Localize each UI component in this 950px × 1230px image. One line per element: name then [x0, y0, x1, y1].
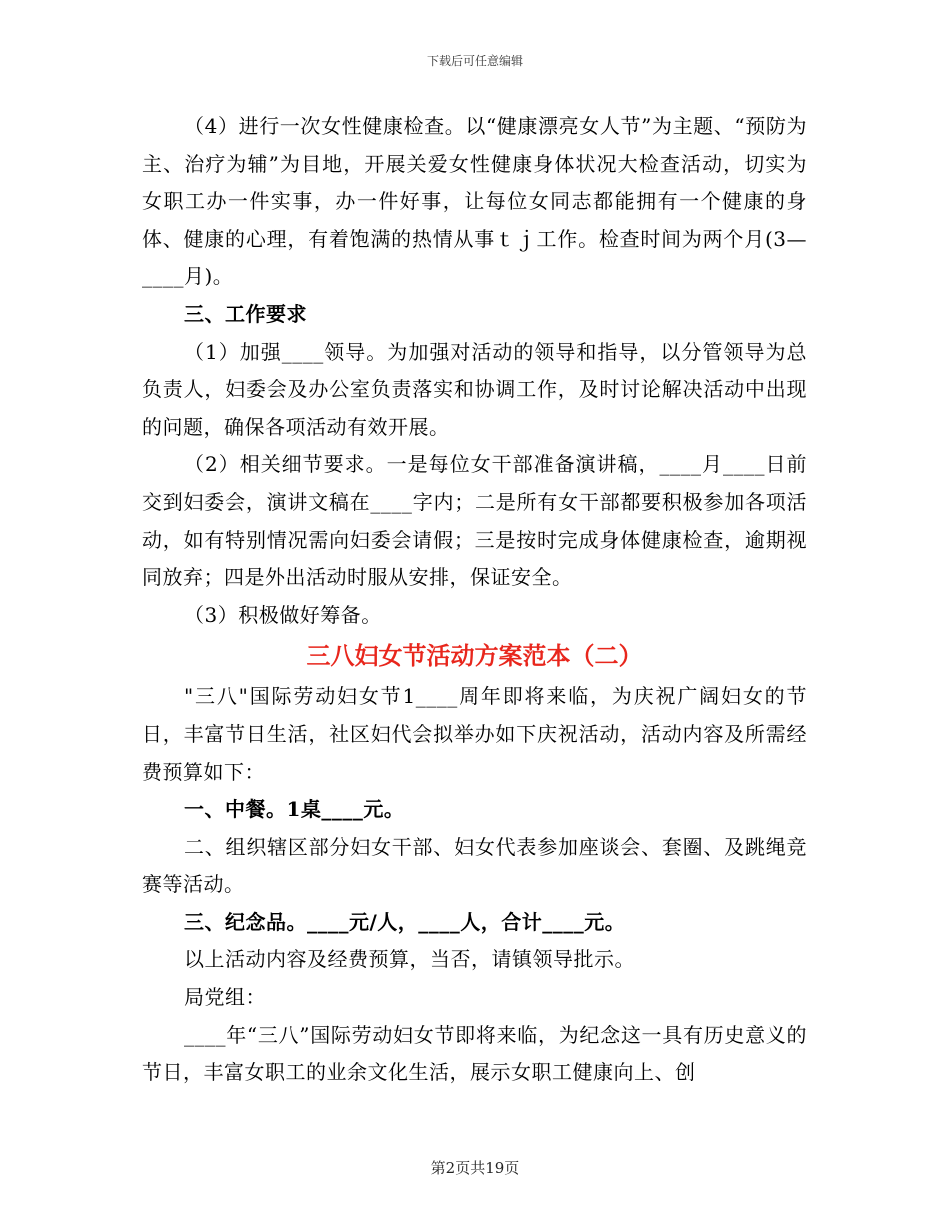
paragraph-health-check: （4）进行一次女性健康检查。以“健康漂亮女人节”为主题、“预防为主、治疗为辅”为目地，开展关爱女性健康身体状况大检查活动，切实为女职工办一件实事，办一件好事，让每位女同志都能拥有一个健康的身体、健康的心理，有着饱满的热情从事ｔｊ工作。检查时间为两个月(3—____月)。: [142, 114, 807, 289]
item-lunch: 一、中餐。1桌____元。: [184, 797, 405, 822]
heading-work-requirements: 三、工作要求: [184, 301, 307, 326]
paragraph-preparation: （3）积极做好筹备。: [184, 602, 382, 627]
item-souvenirs: 三、纪念品。____元/人，____人，合计____元。: [184, 909, 626, 934]
paragraph-letter-start: ____年“三八”国际劳动妇女节即将来临，为纪念这一具有历史意义的节日，丰富女职工的业余文化生活，展示女职工健康向上、创: [142, 1022, 807, 1085]
paragraph-leadership: （1）加强____领导。为加强对活动的领导和指导，以分管领导为总负责人，妇委会及办公室负责落实和协调工作，及时讨论解决活动中出现的问题，确保各项活动有效开展。: [142, 339, 807, 439]
section-title: 三八妇女节活动方案范本（二）: [306, 642, 643, 671]
paragraph-intro: "三八"国际劳动妇女节1____周年即将来临，为庆祝广阔妇女的节日，丰富节日生活，社区妇代会拟举办如下庆祝活动，活动内容及所需经费预算如下：: [142, 684, 807, 784]
page-footer: 第2页共19页: [430, 1159, 520, 1177]
page-header: 下载后可任意编辑: [426, 54, 523, 68]
paragraph-addressee: 局党组：: [184, 985, 266, 1010]
document-body: [142, 108, 807, 1092]
paragraph-approval: 以上活动内容及经费预算，当否，请镇领导批示。: [184, 947, 635, 972]
paragraph-detail-requirements: （2）相关细节要求。一是每位女干部准备演讲稿，____月____日前交到妇委会，演讲文稿在____字内；二是所有女干部都要积极参加各项活动，如有特别情况需向妇委会请假；三是按时完成身体健康检查，逾期视同放弃；四是外出活动时服从安排，保证安全。: [142, 452, 807, 590]
item-activities: 二、组织辖区部分妇女干部、妇女代表参加座谈会、套圈、及跳绳竞赛等活动。: [142, 834, 807, 897]
